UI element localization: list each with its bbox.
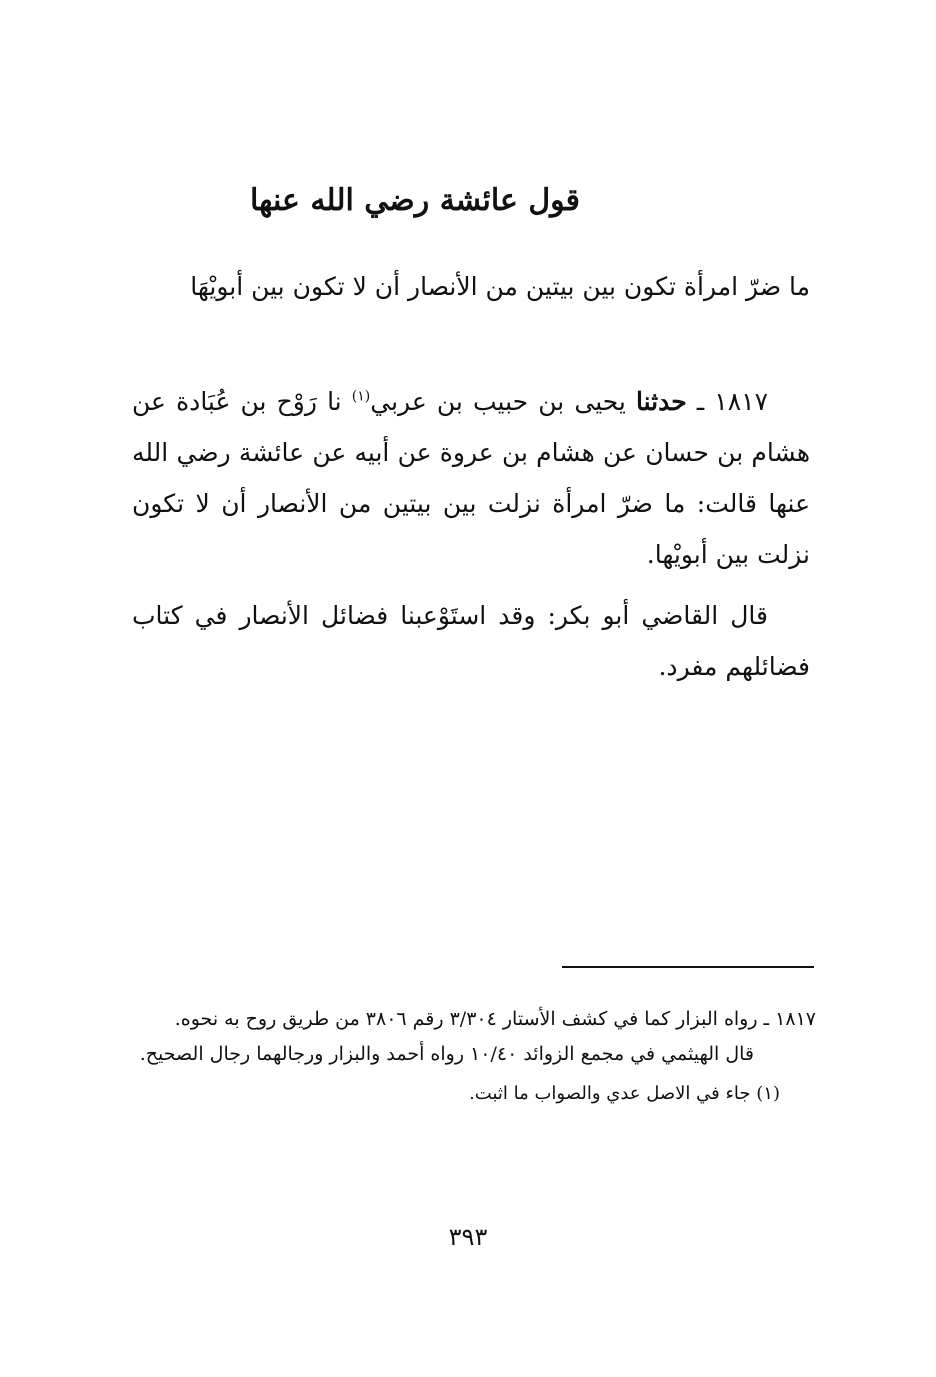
chapter-title: قول عائشة رضي الله عنها	[249, 183, 581, 218]
hadith-body	[132, 376, 810, 692]
author-comment: قال القاضي أبو بكر: وقد استَوْعبنا فضائل الأنصار في كتاب فضائلهم مفرد.	[132, 601, 810, 681]
hadith-paragraph	[132, 376, 810, 580]
footnote-separator	[562, 966, 814, 968]
footnote-haythami: قال الهيثمي في مجمع الزوائد ١٠/٤٠ رواه أحمد والبزار ورجالهما رجال الصحيح.	[139, 1043, 754, 1065]
hadith-opening: حدثنا	[635, 387, 687, 416]
chapter-subtitle: ما ضرّ امرأة تكون بين بيتين من الأنصار أن لا تكون بين أبويْهَا	[190, 272, 810, 301]
footnote-reference: (١)	[351, 388, 371, 405]
footnote-takhrij: ١٨١٧ ـ رواه البزار كما في كشف الأستار ٣/٣٠٤ رقم ٣٨٠٦ من طريق روح به نحوه.	[174, 1008, 816, 1030]
footnotes	[126, 1004, 816, 1109]
hadith-isnad-start: يحيى بن حبيب بن عربي	[370, 387, 636, 416]
page-number: ٣٩٣	[448, 1223, 488, 1251]
hadith-isnad-matn: نا رَوْح بن عُبَادة عن هشام بن حسان عن هشام بن عروة عن أبيه عن عائشة رضي الله عنها قالت: ما ضرّ امرأة نزلت بين بيتين من الأنصار أن لا تكون نزلت بين أبويْها.	[132, 387, 810, 569]
hadith-number: ١٨١٧	[714, 387, 768, 416]
footnote-1: (١) جاء في الاصل عدي والصواب ما اثبت.	[469, 1083, 780, 1104]
hadith-separator: ـ	[686, 387, 715, 416]
